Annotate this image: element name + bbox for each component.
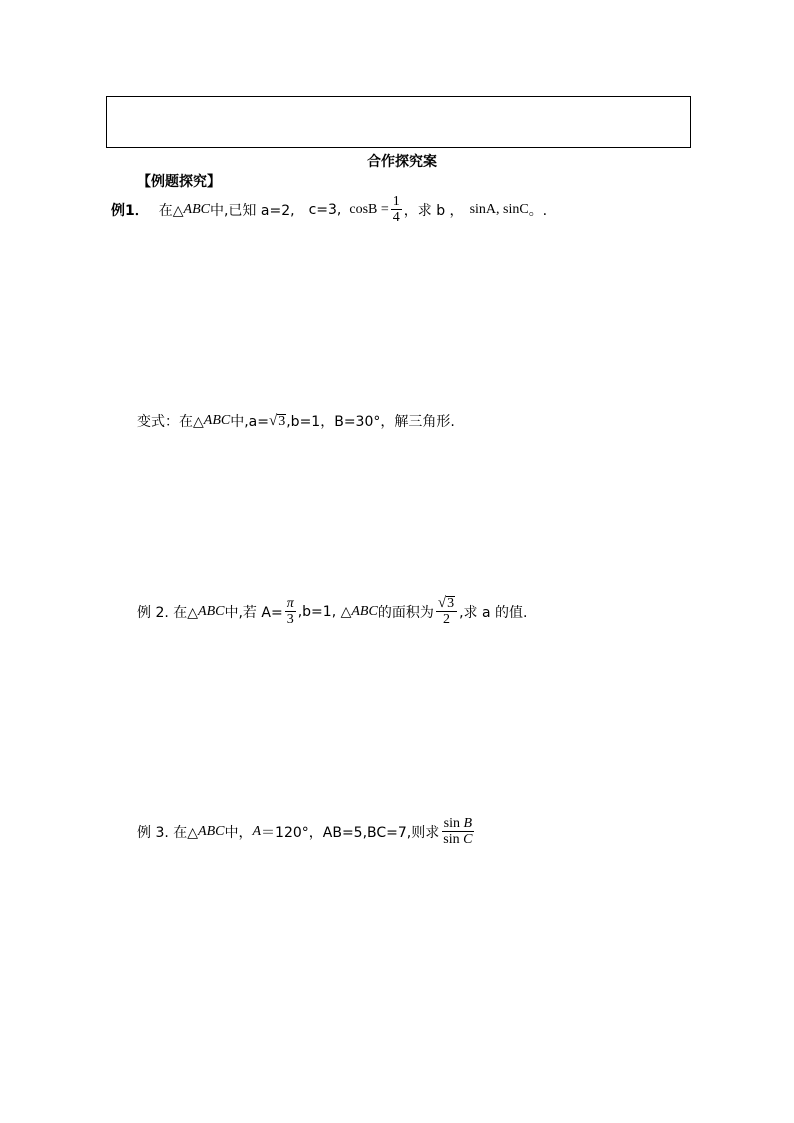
sqrt-three: [438, 596, 455, 611]
fraction-denominator: 4: [392, 210, 400, 225]
example-3-text1: 中，: [224, 824, 253, 841]
example-2: [137, 596, 527, 627]
example-1-pre: 在△: [158, 202, 184, 219]
fraction-sqrt3-over-2: [436, 596, 457, 627]
example-1-text1: 中,已知 a=2,: [209, 202, 295, 219]
radical-sign: √: [269, 412, 278, 429]
radicand: 3: [447, 596, 455, 611]
fraction-pi-over-three: [285, 596, 296, 627]
radical-sign: √: [437, 595, 447, 611]
example-2-text3: 的面积为: [377, 604, 434, 621]
fraction-one-quarter: [391, 194, 402, 225]
sin-function: sin: [443, 816, 460, 831]
example-1-text2: c=3,: [308, 201, 342, 218]
example-1: [111, 194, 547, 225]
fraction-sinb-over-sinc: [441, 816, 474, 847]
sin-function: sin: [443, 832, 460, 847]
fraction-denominator: 2: [442, 612, 450, 627]
fraction-denominator: 3: [286, 612, 294, 627]
fraction-denominator: [441, 832, 474, 847]
fraction-numerator: [442, 816, 474, 832]
example-1-text3: ，求 b ，: [403, 202, 464, 219]
fraction-numerator: π: [286, 596, 294, 611]
triangle-abc: ABC: [198, 603, 225, 619]
variant-text2: ,b=1，B=30°，解三角形.: [286, 414, 455, 430]
example-2-pre: 例 2. 在△: [137, 604, 199, 621]
variant-text1: 中,a=: [230, 414, 269, 430]
example-2-text1: 中,若 A=: [224, 604, 283, 621]
radicand: 3: [278, 413, 286, 429]
example-2-text2: ,b=1, △: [297, 603, 352, 620]
triangle-abc: ABC: [198, 823, 225, 839]
example-3-text2: ＝120°，AB=5,BC=7,则求: [261, 824, 440, 841]
page-title: 合作探究案: [367, 154, 437, 170]
example-1-text5: 。.: [528, 202, 548, 219]
section-heading: 【例题探究】: [137, 174, 221, 190]
angle-a: A: [252, 823, 262, 839]
sqrt-three: [269, 414, 286, 429]
example-3-pre: 例 3. 在△: [137, 824, 199, 841]
fraction-numerator: [436, 596, 457, 612]
triangle-abc: ABC: [351, 603, 378, 619]
example-1-sin-terms: sinA, sinC: [469, 201, 529, 217]
triangle-abc: ABC: [203, 413, 231, 428]
cos-b-label: cosB =: [349, 201, 389, 217]
var-c: C: [463, 832, 473, 847]
variant-problem: [137, 411, 455, 431]
triangle-abc: ABC: [183, 201, 210, 217]
variant-pre: 变式：在△: [137, 414, 204, 430]
header-box: [106, 96, 691, 148]
example-2-text4: ,求 a 的值.: [459, 604, 528, 621]
fraction-numerator: 1: [392, 194, 400, 209]
example-3: [137, 816, 476, 847]
example-1-label: 例1．: [111, 202, 149, 219]
var-b: B: [463, 816, 473, 831]
